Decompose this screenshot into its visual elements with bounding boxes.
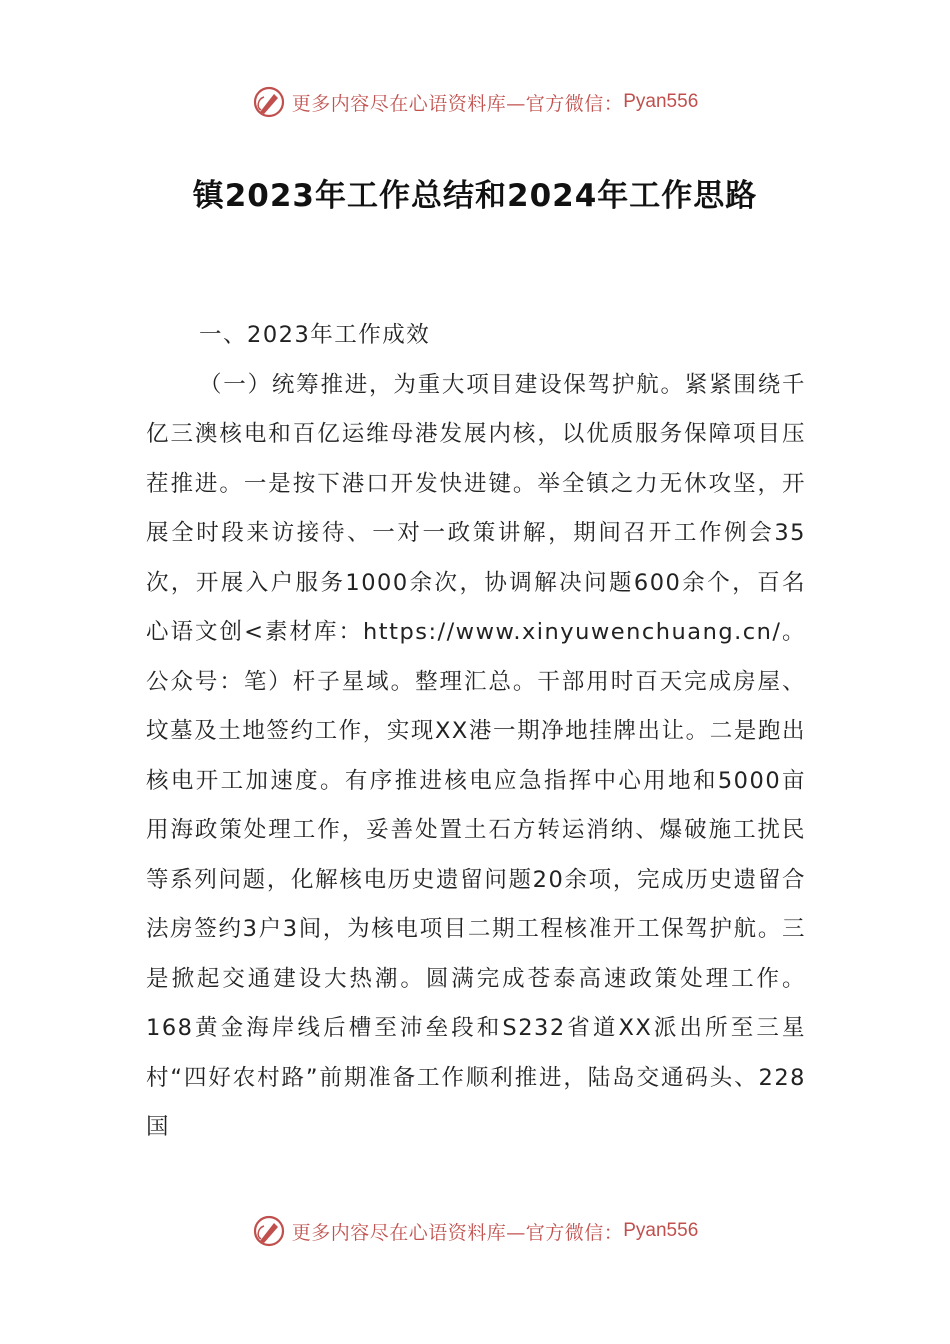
watermark-wechat-id: Pyan556 xyxy=(623,1220,699,1241)
watermark-text: 更多内容尽在心语资料库—官方微信： xyxy=(291,1221,624,1244)
watermark-text: 更多内容尽在心语资料库—官方微信： xyxy=(291,92,624,115)
watermark-wechat-id: Pyan556 xyxy=(623,91,699,112)
body-paragraph: （一）统筹推进，为重大项目建设保驾护航。紧紧围绕千亿三澳核电和百亿运维母港发展内核，以优质服务保障项目压茬推进。一是按下港口开发快进键。举全镇之力无休攻坚，开展全时段来访接待、一对一政策讲解，期间召开工作例会35次，开展入户服务1000余次，协调解决问题600余个，百名心语文创<素材库：https://www.xinyuwenchuang.cn/。公众号：笔）杆子星域。整理汇总。干部用时百天完成房屋、坟墓及土地签约工作，实现XX港一期净地挂牌出让。二是跑出核电开工加速度。有序推进核电应急指挥中心用地和5000亩用海政策处理工作，妥善处置土石方转运消纳、爆破施工扰民等系列问题，化解核电历史遗留问题20余项，完成历史遗留合法房签约3户3间，为核电项目二期工程核准开工保驾护航。三是掀起交通建设大热潮。圆满完成苍泰高速政策处理工作。168黄金海岸线后槽至沛垒段和S232省道XX派出所至三星村“四好农村路”前期准备工作顺利推进，陆岛交通码头、228国 xyxy=(146,371,806,1140)
pen-nib-logo-icon xyxy=(252,1214,286,1248)
pen-nib-logo-icon xyxy=(252,85,286,119)
header-watermark xyxy=(0,82,950,122)
document-title: 镇2023年工作总结和2024年工作思路 xyxy=(192,178,758,214)
section-heading: 一、2023年工作成效 xyxy=(199,322,431,348)
footer-watermark xyxy=(0,1211,950,1251)
document-body xyxy=(146,311,806,1153)
